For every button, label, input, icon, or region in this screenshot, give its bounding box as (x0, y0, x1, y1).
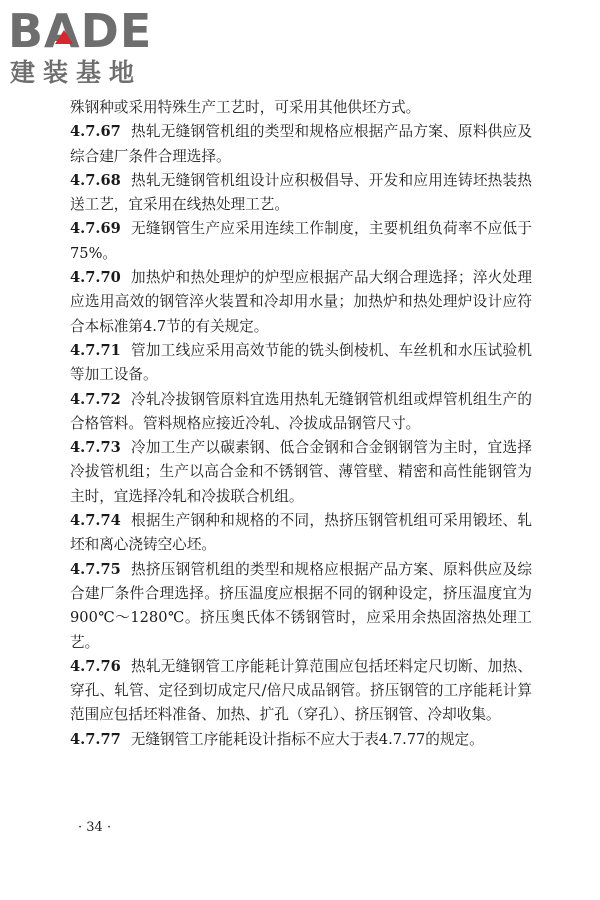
clause-number: 4.7.77 (70, 730, 121, 748)
clause-text: 无缝钢管生产应采用连续工作制度，主要机组负荷率不应低于75%。 (70, 220, 532, 262)
clause-paragraph (70, 339, 532, 388)
document-body (70, 96, 532, 752)
clause-paragraph (70, 728, 532, 752)
clause-number: 4.7.69 (70, 220, 121, 238)
clause-text: 冷加工生产以碳素钢、低合金钢和合金钢钢管为主时，宜选择冷拔管机组；生产以高合金和不锈钢管、薄管壁、精密和高性能钢管为主时，宜选择冷轧和冷拔联合机组。 (70, 439, 532, 505)
logo (8, 6, 178, 88)
clause-paragraph (70, 558, 532, 655)
clause-text: 热轧无缝钢管机组的类型和规格应根据产品方案、原料供应及综合建厂条件合理选择。 (70, 123, 532, 165)
clause-paragraph (70, 120, 532, 169)
clause-text: 热挤压钢管机组的类型和规格应根据产品方案、原料供应及综合建厂条件合理选择。挤压温度应根据不同的钢种设定，挤压温度宜为900℃～1280℃。挤压奥氏体不锈钢管时，应采用余热固溶热处理工艺。 (70, 560, 532, 651)
clause-number: 4.7.70 (70, 269, 121, 287)
clause-text: 加热炉和热处理炉的炉型应根据产品大纲合理选择；淬火处理应选用高效的钢管淬火装置和冷却用水量；加热炉和热处理炉设计应符合本标准第4.7节的有关规定。 (70, 269, 532, 335)
page-number: · 34 · (78, 820, 112, 835)
clause-number: 4.7.67 (70, 123, 121, 141)
clause-text: 热轧无缝钢管工序能耗计算范围应包括坯料定尺切断、加热、穿孔、轧管、定径到切成定尺/倍尺成品钢管。挤压钢管的工序能耗计算范围应包括坯料准备、加热、扩孔（穿孔）、挤压钢管、冷却收集。 (70, 657, 532, 724)
clause-number: 4.7.75 (70, 560, 121, 578)
clause-paragraph (70, 509, 532, 558)
clause-text: 根据生产钢种和规格的不同，热挤压钢管机组可采用锻坯、轧坯和离心浇铸空心坯。 (70, 512, 532, 554)
clause-number: 4.7.73 (70, 439, 121, 457)
clause-text: 热轧无缝钢管机组设计应积极倡导、开发和应用连铸坯热装热送工艺，宜采用在线热处理工艺。 (70, 171, 532, 214)
logo-subtitle: 建装基地 (10, 58, 143, 87)
clause-number: 4.7.74 (70, 512, 121, 530)
clause-text: 无缝钢管工序能耗设计指标不应大于表4.7.77的规定。 (130, 730, 484, 748)
continuation-paragraph: 殊钢种或采用特殊生产工艺时，可采用其他供坯方式。 (70, 99, 421, 116)
clause-paragraph (70, 169, 532, 218)
clause-paragraph (70, 655, 532, 728)
clause-list (70, 120, 532, 752)
clause-paragraph (70, 436, 532, 509)
clause-number: 4.7.71 (70, 341, 121, 359)
clause-number: 4.7.76 (70, 657, 121, 675)
clause-number: 4.7.68 (70, 171, 121, 189)
clause-text: 冷轧冷拔钢管原料宜选用热轧无缝钢管机组或焊管机组生产的合格管料。管料规格应接近冷轧、冷拔成品钢管尺寸。 (70, 390, 532, 432)
clause-paragraph (70, 266, 532, 339)
clause-text: 管加工线应采用高效节能的铣头倒棱机、车丝机和水压试验机等加工设备。 (70, 341, 532, 384)
logo-accent-triangle (55, 30, 73, 44)
clause-paragraph (70, 217, 532, 266)
clause-number: 4.7.72 (70, 390, 121, 408)
clause-paragraph (70, 388, 532, 437)
logo-brand: BADE (8, 4, 153, 58)
